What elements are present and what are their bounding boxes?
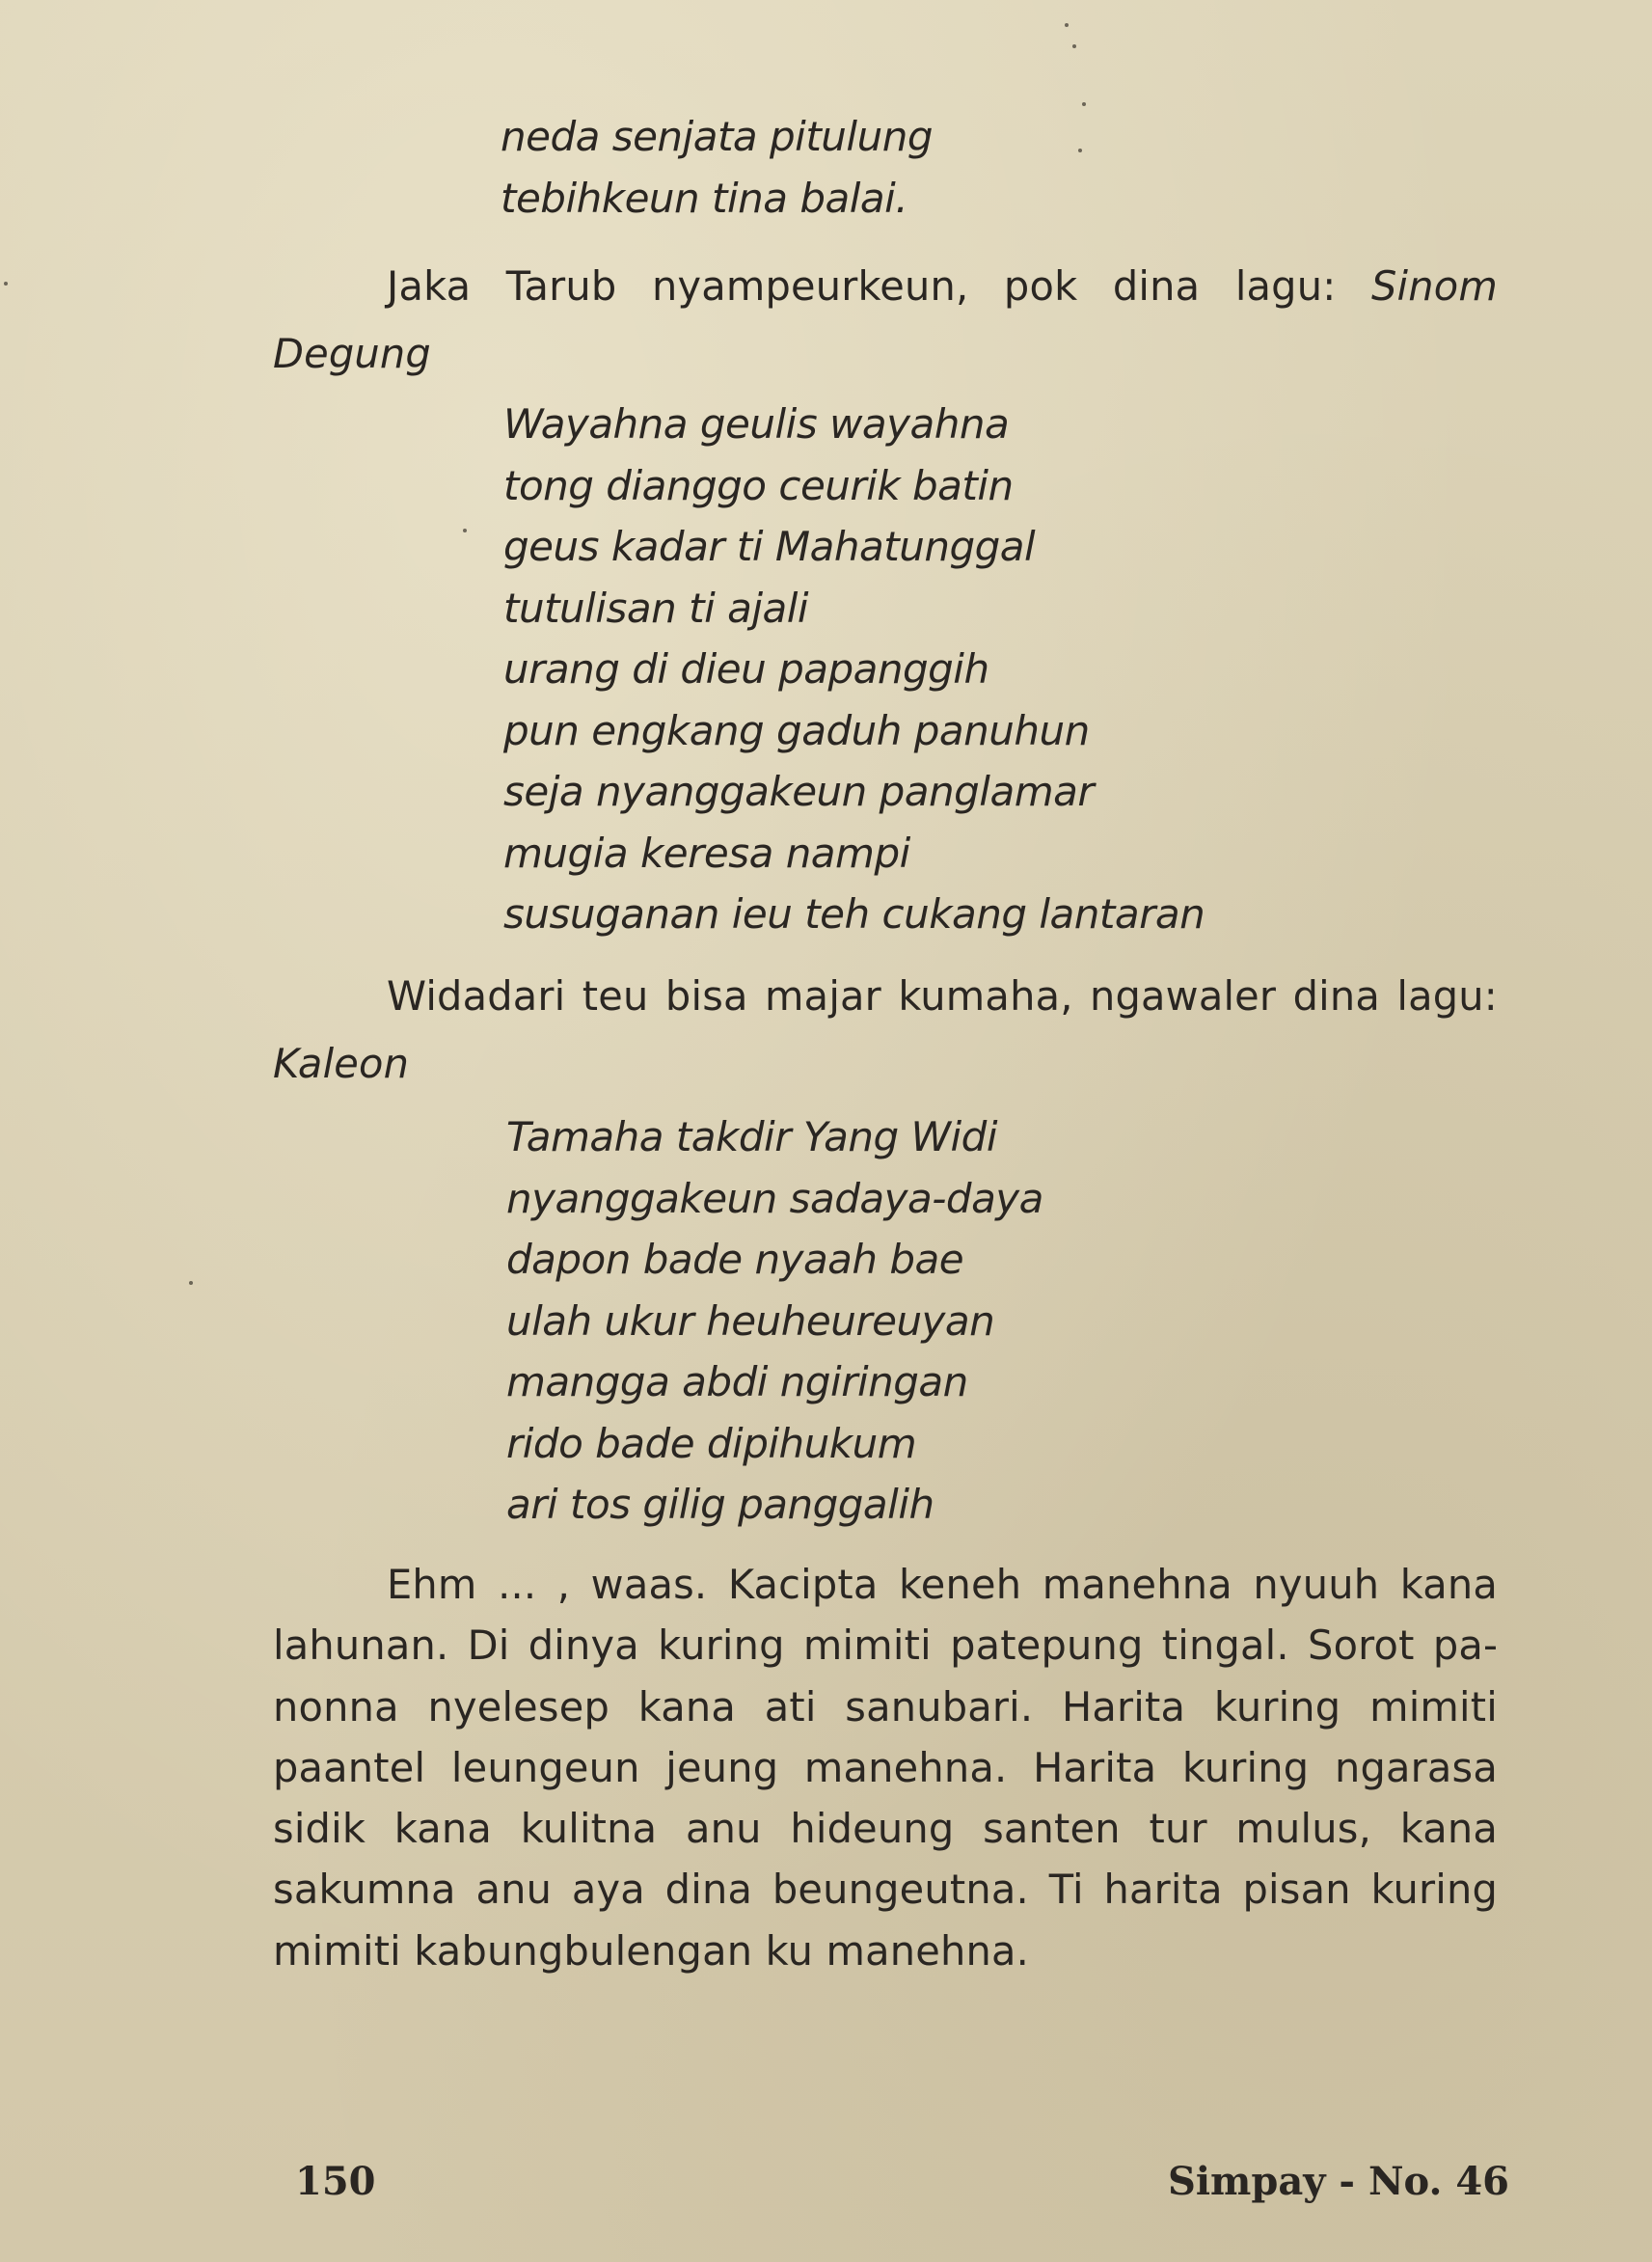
- paper-speck: [189, 1281, 193, 1285]
- verse-line: Wayahna geulis wayahna: [503, 400, 1010, 448]
- paragraph-kaleon: [273, 963, 1498, 1098]
- verse-line: tong dianggo ceurik batin: [503, 461, 1014, 509]
- verse-line: nyanggakeun sadaya-daya: [506, 1174, 1043, 1222]
- paragraph-text: Widadari teu bisa majar kumaha, ngawaler dina lagu:: [387, 972, 1498, 1020]
- verse-line: ulah ukur heuheureuyan: [506, 1296, 995, 1345]
- verse-line: mangga abdi ngiringan: [506, 1358, 968, 1405]
- verse-line: tutulisan ti ajali: [503, 584, 809, 632]
- verse-line: urang di dieu papanggih: [503, 645, 989, 693]
- paper-speck: [4, 282, 8, 286]
- verse-line: dapon bade nyaah bae: [506, 1236, 964, 1283]
- verse-line: ari tos gilig panggalih: [506, 1481, 934, 1528]
- paragraph-ehm: Ehm ... , waas. Kacipta keneh manehna nyuuh kana lahunan. Di dinya kuring mimiti patepung tingal. Sorot panonna nyelesep kana ati sanubari. Harita kuring mimiti paantel leungeun jeung manehna. Harita kuring ngarasa sidik kana kulitna anu hideung santen tur mulus, kana sakumna anu aya dina beungeutna. Ti harita pisan kuring mimiti kabungbulengan ku manehna.: [273, 1561, 1498, 1975]
- running-footer: Simpay - No. 46: [1167, 2159, 1509, 2204]
- paragraph-text: Jaka Tarub nyampeurkeun, pok dina lagu:: [387, 262, 1337, 310]
- paper-speck: [1082, 102, 1086, 106]
- verse-line: mugia keresa nampi: [503, 829, 910, 877]
- verse-line: tebihkeun tina balai.: [501, 174, 908, 222]
- verse-line: neda senjata pitulung: [501, 113, 933, 160]
- verse-line: Tamaha takdir Yang Widi: [506, 1113, 998, 1160]
- paper-speck: [1072, 44, 1076, 48]
- verse-line: rido bade dipihukum: [506, 1419, 917, 1467]
- verse-top: [501, 106, 933, 229]
- paragraph-sinom: [273, 253, 1498, 388]
- paper-speck: [1065, 23, 1069, 27]
- verse-kaleon: [506, 1106, 1043, 1536]
- song-title: Kaleon: [273, 1040, 410, 1087]
- song-title: Sinom Degung: [273, 262, 1498, 377]
- verse-sinom: [503, 394, 1205, 945]
- paper-speck: [463, 529, 467, 532]
- page-number: 150: [295, 2159, 376, 2204]
- verse-line: seja nyanggakeun panglamar: [503, 768, 1095, 815]
- verse-line: susuganan ieu teh cukang lantaran: [503, 890, 1205, 938]
- verse-line: pun engkang gaduh panuhun: [503, 706, 1090, 754]
- verse-line: geus kadar ti Mahatunggal: [503, 523, 1036, 570]
- paper-speck: [1078, 149, 1082, 152]
